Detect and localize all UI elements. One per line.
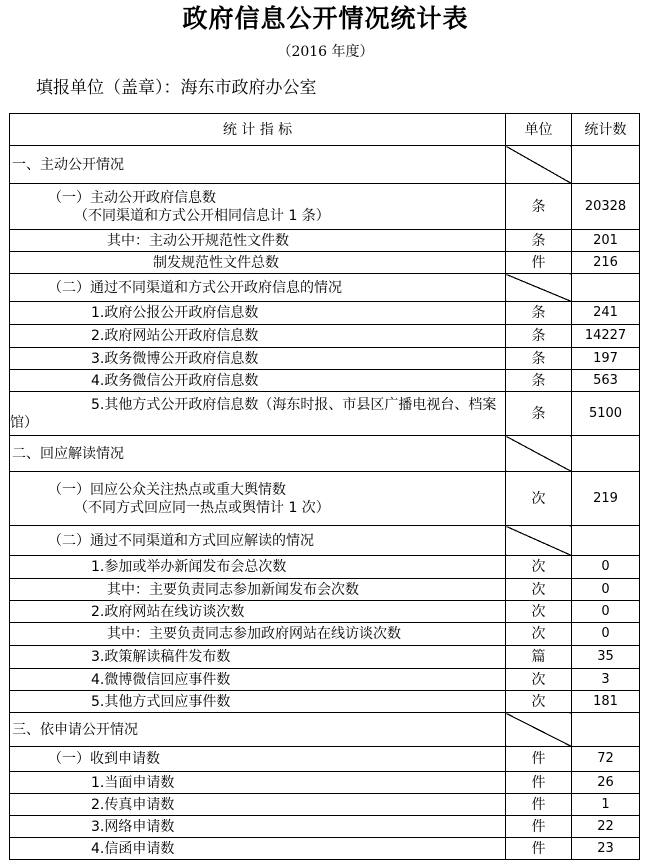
- indicator-cell: 其中：主动公开规范性文件数: [10, 230, 506, 252]
- table-row: [10, 623, 640, 646]
- value-cell: 0: [572, 623, 640, 646]
- unit-cell: 件: [506, 838, 572, 860]
- indicator-cell: （二）通过不同渠道和方式公开政府信息的情况: [10, 274, 506, 302]
- indicator-cell: 5.其他方式公开政府信息数（海东时报、市县区广播电视台、档案馆）: [10, 392, 506, 436]
- indicator-cell: 5.其他方式回应事件数: [10, 691, 506, 713]
- reporting-unit: 填报单位（盖章）：海东市政府办公室: [36, 78, 317, 98]
- value-cell: 219: [572, 472, 640, 526]
- table-row: [10, 370, 640, 392]
- table-row: [10, 348, 640, 370]
- indicator-cell: （二）通过不同渠道和方式回应解读的情况: [10, 526, 506, 556]
- value-cell: 23: [572, 838, 640, 860]
- indicator-cell: 2.传真申请数: [10, 794, 506, 816]
- report-year: （2016 年度）: [277, 44, 374, 60]
- unit-cell: 次: [506, 579, 572, 601]
- table-row: [10, 816, 640, 838]
- indicator-line-1: （一）主动公开政府信息数: [48, 189, 216, 206]
- value-cell: 3: [572, 669, 640, 691]
- table-row: [10, 302, 640, 325]
- unit-cell: 条: [506, 392, 572, 436]
- value-cell-empty: [572, 146, 640, 184]
- table-row: [10, 772, 640, 794]
- indicator-cell: 1.当面申请数: [10, 772, 506, 794]
- table-row: [10, 794, 640, 816]
- value-cell: 197: [572, 348, 640, 370]
- table-row: [10, 325, 640, 348]
- unit-cell-empty: [506, 274, 572, 302]
- table-header-row: [10, 114, 640, 146]
- table-row: [10, 184, 640, 230]
- value-cell: 22: [572, 816, 640, 838]
- value-cell: 216: [572, 252, 640, 274]
- unit-cell: 条: [506, 370, 572, 392]
- indicator-cell: 2.政府网站公开政府信息数: [10, 325, 506, 348]
- value-cell-empty: [572, 274, 640, 302]
- unit-cell: 条: [506, 325, 572, 348]
- unit-cell: 条: [506, 302, 572, 325]
- table-row: [10, 646, 640, 669]
- unit-cell: 件: [506, 816, 572, 838]
- indicator-cell: 2.政府网站在线访谈次数: [10, 601, 506, 623]
- table-row: [10, 146, 640, 184]
- table-row: [10, 392, 640, 436]
- value-cell: 241: [572, 302, 640, 325]
- header-unit: 单位: [506, 114, 572, 146]
- table-row: [10, 526, 640, 556]
- header-count: 统计数: [572, 114, 640, 146]
- indicator-cell: [10, 472, 506, 526]
- unit-cell: 次: [506, 472, 572, 526]
- table-row: [10, 579, 640, 601]
- unit-cell: 条: [506, 230, 572, 252]
- unit-cell: 件: [506, 747, 572, 772]
- table-row: [10, 601, 640, 623]
- indicator-cell: 3.政务微博公开政府信息数: [10, 348, 506, 370]
- indicator-line-2: （不同渠道和方式公开相同信息计 1 条）: [74, 207, 330, 224]
- unit-cell: 条: [506, 348, 572, 370]
- table-row: [10, 713, 640, 747]
- unit-cell-empty: [506, 146, 572, 184]
- table-row: [10, 691, 640, 713]
- unit-cell: 次: [506, 669, 572, 691]
- indicator-cell: 制发规范性文件总数: [10, 252, 506, 274]
- indicator-cell: 3.网络申请数: [10, 816, 506, 838]
- unit-cell: 次: [506, 601, 572, 623]
- indicator-cell: 4.信函申请数: [10, 838, 506, 860]
- value-cell-empty: [572, 526, 640, 556]
- table-row: [10, 556, 640, 579]
- table-row: [10, 472, 640, 526]
- header-indicator: 统 计 指 标: [10, 114, 506, 146]
- table-row: [10, 747, 640, 772]
- table-row: [10, 669, 640, 691]
- value-cell: 26: [572, 772, 640, 794]
- value-cell: 563: [572, 370, 640, 392]
- value-cell: 201: [572, 230, 640, 252]
- value-cell: 35: [572, 646, 640, 669]
- indicator-cell: （一）收到申请数: [10, 747, 506, 772]
- unit-cell: 次: [506, 556, 572, 579]
- value-cell: 72: [572, 747, 640, 772]
- value-cell: 5100: [572, 392, 640, 436]
- indicator-cell: 其中：主要负责同志参加政府网站在线访谈次数: [10, 623, 506, 646]
- unit-cell: 条: [506, 184, 572, 230]
- indicator-cell: 1.政府公报公开政府信息数: [10, 302, 506, 325]
- unit-cell-empty: [506, 713, 572, 747]
- indicator-line-2: （不同方式回应同一热点或舆情计 1 次）: [74, 499, 330, 516]
- statistics-table: [9, 113, 640, 860]
- indicator-line-1: （一）回应公众关注热点或重大舆情数: [48, 481, 286, 498]
- value-cell-empty: [572, 436, 640, 472]
- indicator-cell: 三、依申请公开情况: [10, 713, 506, 747]
- indicator-cell: 1.参加或举办新闻发布会总次数: [10, 556, 506, 579]
- value-cell: 0: [572, 579, 640, 601]
- value-cell: 1: [572, 794, 640, 816]
- indicator-cell: 3.政策解读稿件发布数: [10, 646, 506, 669]
- table-row: [10, 436, 640, 472]
- value-cell: 181: [572, 691, 640, 713]
- unit-cell: 次: [506, 623, 572, 646]
- unit-cell: 件: [506, 794, 572, 816]
- value-cell-empty: [572, 713, 640, 747]
- value-cell: 14227: [572, 325, 640, 348]
- value-cell: 0: [572, 556, 640, 579]
- indicator-cell: [10, 184, 506, 230]
- indicator-cell: 一、主动公开情况: [10, 146, 506, 184]
- value-cell: 0: [572, 601, 640, 623]
- table-row: [10, 230, 640, 252]
- indicator-cell: 二、回应解读情况: [10, 436, 506, 472]
- value-cell: 20328: [572, 184, 640, 230]
- table-row: [10, 838, 640, 860]
- indicator-cell: 4.微博微信回应事件数: [10, 669, 506, 691]
- table-row: [10, 252, 640, 274]
- unit-cell: 件: [506, 772, 572, 794]
- unit-cell-empty: [506, 526, 572, 556]
- page-title: 政府信息公开情况统计表: [182, 4, 469, 33]
- table-row: [10, 274, 640, 302]
- unit-cell: 次: [506, 691, 572, 713]
- unit-cell: 件: [506, 252, 572, 274]
- unit-cell: 篇: [506, 646, 572, 669]
- indicator-cell: 4.政务微信公开政府信息数: [10, 370, 506, 392]
- indicator-cell: 其中：主要负责同志参加新闻发布会次数: [10, 579, 506, 601]
- unit-cell-empty: [506, 436, 572, 472]
